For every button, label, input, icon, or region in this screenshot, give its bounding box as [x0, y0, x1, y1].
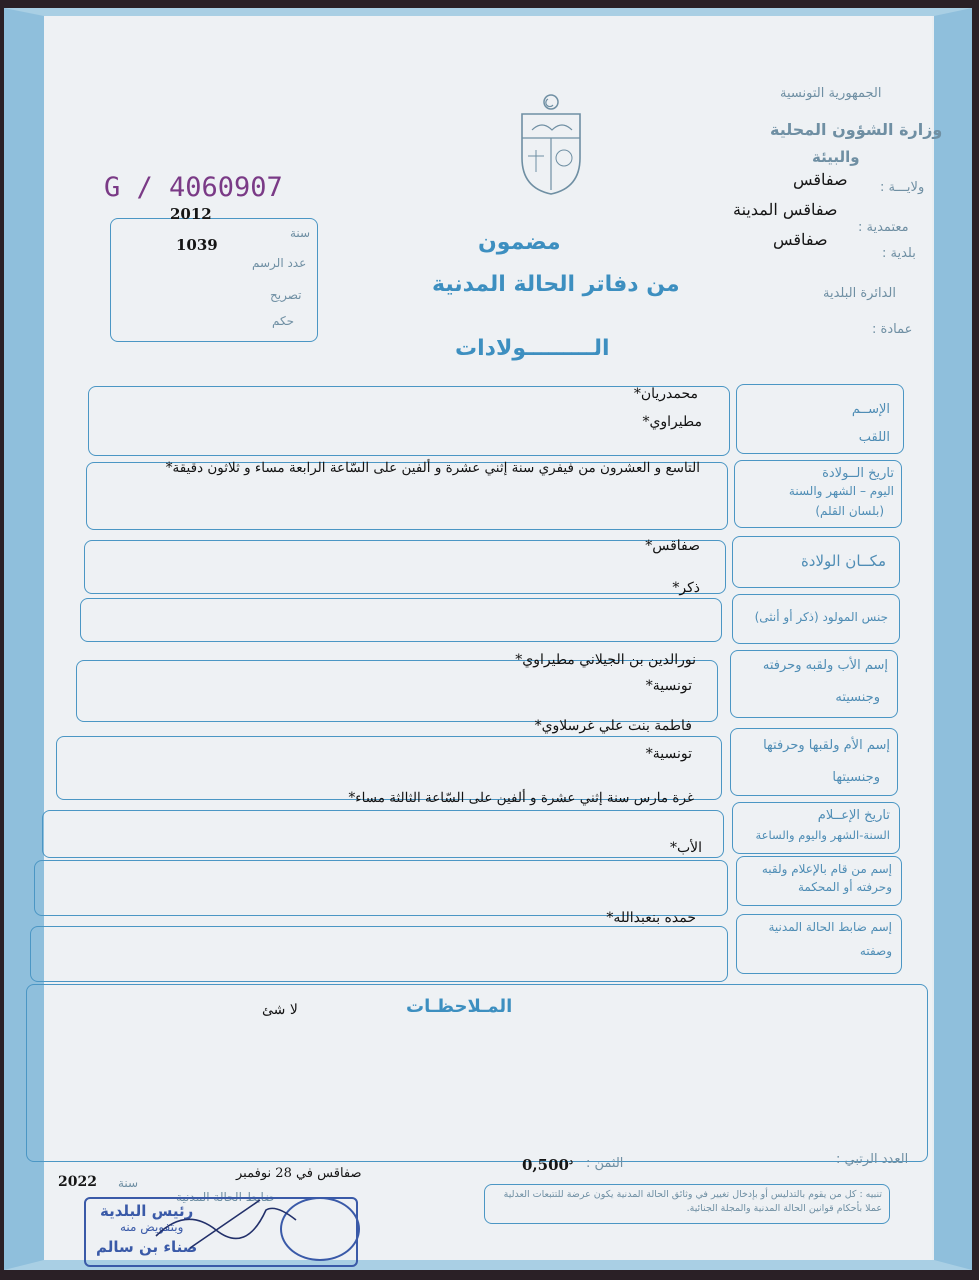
label-birthplace: مكــان الولادة — [800, 552, 886, 570]
value-box-gender — [80, 598, 722, 642]
stamp-line-3: صناء بن سالم — [96, 1238, 198, 1256]
value-father: نورالدين بن الجيلاني مطيراوي* — [515, 652, 696, 668]
wilaya-label: ولايـــة : — [880, 180, 925, 195]
daira-label: الدائرة البلدية — [823, 286, 896, 301]
motamadia-value: صفاقس المدينة — [733, 200, 838, 219]
register-hukm-label: حكم — [272, 314, 295, 328]
label-officer: إسم ضابط الحالة المدنية — [768, 920, 892, 934]
value-birthdate: التاسع و العشرون من فيفري سنة إثني عشرة و ألفين على السّاعة الرابعة مساء و ثلاثون دقيقة* — [165, 460, 700, 476]
omada-label: عمادة : — [872, 322, 913, 337]
ministry-title: وزارة الشؤون المحلية — [770, 120, 943, 139]
value-name: محمدريان* — [633, 386, 698, 402]
value-father-nationality: تونسية* — [645, 678, 692, 694]
value-officer: حمده بنعبدالله* — [606, 910, 696, 926]
motamadia-label: معتمدية : — [858, 220, 909, 235]
stamp-line-2: وبتفويض منه — [120, 1220, 184, 1234]
notes-label: المـلاحظـات — [406, 996, 513, 1017]
baladia-value: صفاقس — [773, 230, 828, 249]
footer-price-value: $0,500^د$ — [522, 1156, 573, 1174]
label-mother: إسم الأم ولقبها وحرفتها — [763, 738, 890, 753]
register-number-value: 1039 — [176, 236, 218, 254]
footer-year-value: 2022 — [58, 1174, 97, 1190]
value-mother: فاطمة بنت علي غرسلاوي* — [534, 718, 692, 734]
value-box-officer — [30, 926, 728, 982]
label-declarant-sub: وحرفته أو المحكمة — [797, 880, 892, 894]
tunisia-emblem-icon — [516, 92, 586, 196]
label-gender: جنس المولود (ذكر أو أنثى) — [754, 610, 888, 624]
label-father: إسم الأب ولقبه وحرفته — [762, 658, 888, 673]
baladia-label: بلدية : — [882, 246, 916, 261]
label-birthdate-sub2: (بلسان القلم) — [815, 504, 884, 518]
label-declarant: إسم من قام بالإعلام ولقبه — [761, 862, 892, 876]
register-year-value: 2012 — [170, 205, 212, 223]
register-number-label: عدد الرسم — [252, 256, 307, 270]
value-box-declarant — [34, 860, 728, 916]
label-birthdate: تاريخ الــولادة — [822, 466, 894, 481]
label-declaration-date: تاريخ الإعــلام — [817, 808, 890, 823]
label-mother-sub: وجنسيتها — [832, 770, 880, 785]
value-declarant: الأب* — [669, 840, 702, 856]
notes-value: لا شئ — [262, 1002, 298, 1018]
doc-title-madmoun: مضمون — [478, 230, 561, 255]
handwritten-signature — [150, 1196, 310, 1256]
label-father-sub: وجنسيته — [835, 690, 880, 705]
footer-price-label: الثمن : — [586, 1156, 624, 1171]
footer-serial-label: العدد الرتبي : — [836, 1152, 909, 1167]
doc-title-registers: من دفاتر الحالة المدنية — [432, 272, 680, 297]
label-declaration-date-sub: السنة-الشهر واليوم والساعة — [755, 828, 890, 842]
register-year-label: سنة — [290, 226, 311, 240]
label-surname: اللقب — [858, 430, 890, 445]
footer-city-date: صفاقس في 28 نوفمبر — [236, 1166, 362, 1181]
value-birthplace: صفاقس* — [645, 538, 700, 554]
label-birthdate-sub: اليوم – الشهر والسنة — [788, 484, 894, 498]
republic-title: الجمهورية التونسية — [780, 86, 882, 101]
value-surname: مطيراوي* — [642, 414, 702, 430]
value-mother-nationality: تونسية* — [645, 746, 692, 762]
footer-year-label: سنة — [118, 1176, 139, 1190]
warning-notice: تنبيه : كل من يقوم بالتدليس أو بإدخال تغيير في وثائق الحالة المدنية يكون عرضة للتتبعات العدلية عملا بأحكام قوانين الحالة المدنية والمجلة الجنائية. — [503, 1189, 882, 1214]
register-tasrih-label: تصريح — [270, 288, 302, 302]
value-gender: ذكر* — [672, 580, 700, 596]
value-declaration-date: غرة مارس سنة إثني عشرة و ألفين على السّاعة الثالثة مساء* — [348, 790, 694, 806]
footer-officer-title: ضابط الحالة المدنية — [176, 1190, 275, 1204]
doc-title-births: الـــــــــولادات — [455, 336, 610, 361]
stamp-line-1: رئيس البلدية — [100, 1202, 194, 1220]
serial-number: G / 4060907 — [104, 172, 283, 203]
label-officer-sub: وصفته — [859, 944, 892, 958]
ministry-title-2: والبيئة — [812, 148, 860, 166]
wilaya-value: صفاقس — [793, 170, 848, 189]
label-name: الإســم — [851, 402, 890, 417]
